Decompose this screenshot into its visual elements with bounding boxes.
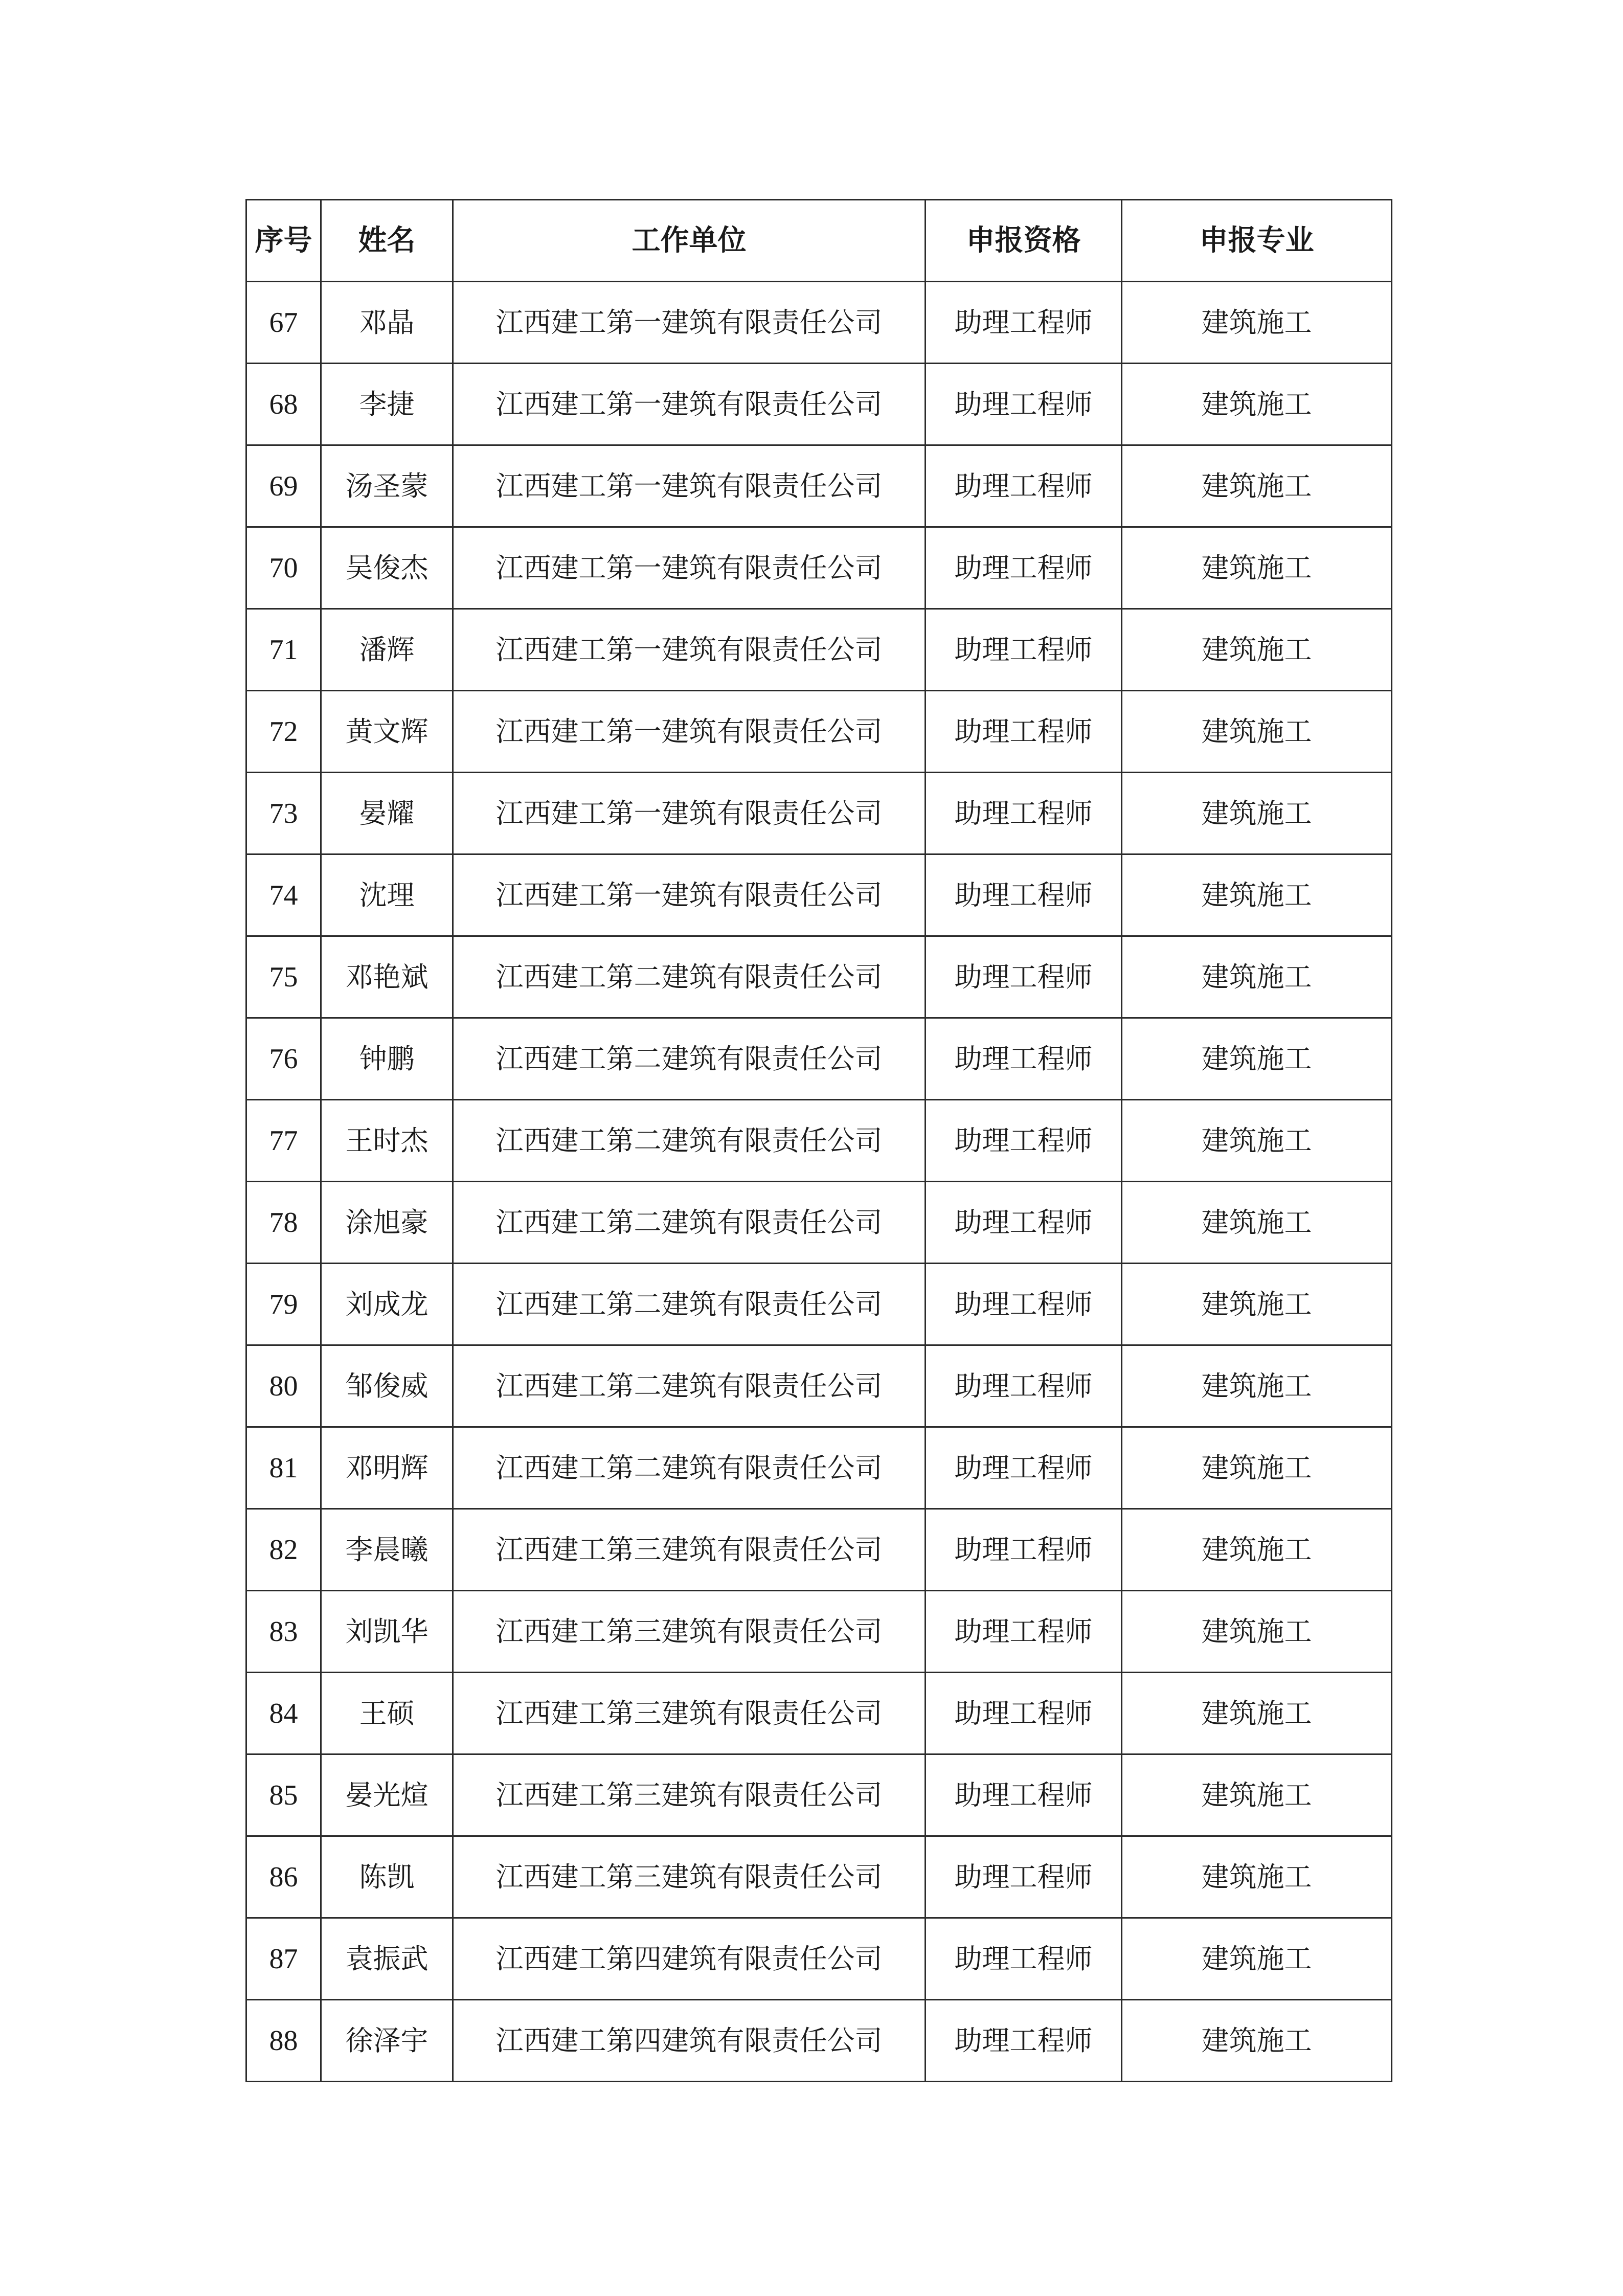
cell-no: 67 bbox=[246, 282, 321, 364]
cell-no: 70 bbox=[246, 527, 321, 609]
cell-name: 邓艳斌 bbox=[321, 936, 453, 1018]
table-row bbox=[246, 691, 1392, 773]
cell-major: 建筑施工 bbox=[1122, 1100, 1392, 1182]
cell-unit: 江西建工第三建筑有限责任公司 bbox=[453, 1591, 926, 1673]
cell-qualification: 助理工程师 bbox=[926, 1673, 1122, 1754]
cell-unit: 江西建工第一建筑有限责任公司 bbox=[453, 445, 926, 527]
cell-unit: 江西建工第一建筑有限责任公司 bbox=[453, 364, 926, 445]
table-row bbox=[246, 854, 1392, 936]
cell-name: 徐泽宇 bbox=[321, 2000, 453, 2082]
cell-unit: 江西建工第一建筑有限责任公司 bbox=[453, 609, 926, 691]
cell-no: 73 bbox=[246, 773, 321, 854]
cell-name: 邓明辉 bbox=[321, 1427, 453, 1509]
cell-qualification: 助理工程师 bbox=[926, 527, 1122, 609]
table-row bbox=[246, 1836, 1392, 1918]
cell-major: 建筑施工 bbox=[1122, 364, 1392, 445]
cell-major: 建筑施工 bbox=[1122, 2000, 1392, 2082]
cell-no: 87 bbox=[246, 1918, 321, 2000]
cell-major: 建筑施工 bbox=[1122, 854, 1392, 936]
cell-qualification: 助理工程师 bbox=[926, 1591, 1122, 1673]
cell-no: 88 bbox=[246, 2000, 321, 2082]
cell-qualification: 助理工程师 bbox=[926, 1836, 1122, 1918]
cell-major: 建筑施工 bbox=[1122, 1509, 1392, 1591]
cell-name: 刘成龙 bbox=[321, 1264, 453, 1345]
table-row bbox=[246, 1591, 1392, 1673]
table-row bbox=[246, 1673, 1392, 1754]
cell-unit: 江西建工第三建筑有限责任公司 bbox=[453, 1673, 926, 1754]
header-no: 序号 bbox=[246, 200, 321, 282]
cell-qualification: 助理工程师 bbox=[926, 364, 1122, 445]
cell-name: 李晨曦 bbox=[321, 1509, 453, 1591]
cell-name: 潘辉 bbox=[321, 609, 453, 691]
cell-unit: 江西建工第四建筑有限责任公司 bbox=[453, 1918, 926, 2000]
cell-qualification: 助理工程师 bbox=[926, 691, 1122, 773]
cell-unit: 江西建工第三建筑有限责任公司 bbox=[453, 1836, 926, 1918]
cell-major: 建筑施工 bbox=[1122, 609, 1392, 691]
cell-no: 77 bbox=[246, 1100, 321, 1182]
cell-qualification: 助理工程师 bbox=[926, 773, 1122, 854]
cell-no: 75 bbox=[246, 936, 321, 1018]
table-row bbox=[246, 1100, 1392, 1182]
cell-no: 76 bbox=[246, 1018, 321, 1100]
cell-name: 沈理 bbox=[321, 854, 453, 936]
cell-no: 69 bbox=[246, 445, 321, 527]
cell-qualification: 助理工程师 bbox=[926, 609, 1122, 691]
cell-qualification: 助理工程师 bbox=[926, 1345, 1122, 1427]
table-row bbox=[246, 445, 1392, 527]
cell-no: 80 bbox=[246, 1345, 321, 1427]
table-row bbox=[246, 282, 1392, 364]
cell-major: 建筑施工 bbox=[1122, 1918, 1392, 2000]
cell-unit: 江西建工第一建筑有限责任公司 bbox=[453, 854, 926, 936]
cell-qualification: 助理工程师 bbox=[926, 1427, 1122, 1509]
cell-qualification: 助理工程师 bbox=[926, 1182, 1122, 1264]
cell-no: 81 bbox=[246, 1427, 321, 1509]
cell-name: 袁振武 bbox=[321, 1918, 453, 2000]
table-row bbox=[246, 2000, 1392, 2082]
cell-unit: 江西建工第一建筑有限责任公司 bbox=[453, 527, 926, 609]
cell-unit: 江西建工第二建筑有限责任公司 bbox=[453, 1345, 926, 1427]
cell-qualification: 助理工程师 bbox=[926, 854, 1122, 936]
table-row bbox=[246, 1509, 1392, 1591]
cell-unit: 江西建工第三建筑有限责任公司 bbox=[453, 1509, 926, 1591]
cell-name: 晏光煊 bbox=[321, 1754, 453, 1836]
header-qualification: 申报资格 bbox=[926, 200, 1122, 282]
cell-name: 陈凯 bbox=[321, 1836, 453, 1918]
cell-no: 71 bbox=[246, 609, 321, 691]
cell-qualification: 助理工程师 bbox=[926, 1100, 1122, 1182]
cell-major: 建筑施工 bbox=[1122, 691, 1392, 773]
cell-no: 82 bbox=[246, 1509, 321, 1591]
cell-unit: 江西建工第二建筑有限责任公司 bbox=[453, 1264, 926, 1345]
cell-unit: 江西建工第一建筑有限责任公司 bbox=[453, 691, 926, 773]
cell-unit: 江西建工第二建筑有限责任公司 bbox=[453, 1100, 926, 1182]
cell-name: 邹俊威 bbox=[321, 1345, 453, 1427]
cell-name: 刘凯华 bbox=[321, 1591, 453, 1673]
cell-major: 建筑施工 bbox=[1122, 1182, 1392, 1264]
table-row bbox=[246, 936, 1392, 1018]
cell-qualification: 助理工程师 bbox=[926, 445, 1122, 527]
cell-unit: 江西建工第一建筑有限责任公司 bbox=[453, 773, 926, 854]
cell-name: 涂旭豪 bbox=[321, 1182, 453, 1264]
cell-name: 黄文辉 bbox=[321, 691, 453, 773]
header-name: 姓名 bbox=[321, 200, 453, 282]
applicant-table bbox=[245, 199, 1392, 2082]
cell-major: 建筑施工 bbox=[1122, 1427, 1392, 1509]
cell-no: 72 bbox=[246, 691, 321, 773]
table-row bbox=[246, 1345, 1392, 1427]
table-row bbox=[246, 527, 1392, 609]
cell-name: 邓晶 bbox=[321, 282, 453, 364]
applicant-table-container bbox=[245, 199, 1391, 2082]
cell-qualification: 助理工程师 bbox=[926, 1509, 1122, 1591]
cell-unit: 江西建工第二建筑有限责任公司 bbox=[453, 1427, 926, 1509]
cell-qualification: 助理工程师 bbox=[926, 936, 1122, 1018]
header-row bbox=[246, 200, 1392, 282]
cell-no: 85 bbox=[246, 1754, 321, 1836]
table-row bbox=[246, 1427, 1392, 1509]
cell-name: 晏耀 bbox=[321, 773, 453, 854]
cell-no: 68 bbox=[246, 364, 321, 445]
table-row bbox=[246, 773, 1392, 854]
cell-major: 建筑施工 bbox=[1122, 1591, 1392, 1673]
cell-no: 84 bbox=[246, 1673, 321, 1754]
table-header bbox=[246, 200, 1392, 282]
header-unit: 工作单位 bbox=[453, 200, 926, 282]
cell-name: 王时杰 bbox=[321, 1100, 453, 1182]
cell-name: 吴俊杰 bbox=[321, 527, 453, 609]
cell-major: 建筑施工 bbox=[1122, 1345, 1392, 1427]
cell-unit: 江西建工第二建筑有限责任公司 bbox=[453, 1182, 926, 1264]
cell-unit: 江西建工第一建筑有限责任公司 bbox=[453, 282, 926, 364]
cell-major: 建筑施工 bbox=[1122, 527, 1392, 609]
cell-major: 建筑施工 bbox=[1122, 1673, 1392, 1754]
cell-no: 79 bbox=[246, 1264, 321, 1345]
cell-major: 建筑施工 bbox=[1122, 1264, 1392, 1345]
table-row bbox=[246, 1264, 1392, 1345]
cell-unit: 江西建工第二建筑有限责任公司 bbox=[453, 1018, 926, 1100]
cell-qualification: 助理工程师 bbox=[926, 282, 1122, 364]
cell-major: 建筑施工 bbox=[1122, 445, 1392, 527]
cell-unit: 江西建工第四建筑有限责任公司 bbox=[453, 2000, 926, 2082]
cell-no: 74 bbox=[246, 854, 321, 936]
table-row bbox=[246, 609, 1392, 691]
cell-unit: 江西建工第三建筑有限责任公司 bbox=[453, 1754, 926, 1836]
cell-no: 78 bbox=[246, 1182, 321, 1264]
table-body bbox=[246, 282, 1392, 2082]
cell-major: 建筑施工 bbox=[1122, 936, 1392, 1018]
cell-no: 83 bbox=[246, 1591, 321, 1673]
cell-unit: 江西建工第二建筑有限责任公司 bbox=[453, 936, 926, 1018]
cell-name: 李捷 bbox=[321, 364, 453, 445]
table-row bbox=[246, 1754, 1392, 1836]
cell-qualification: 助理工程师 bbox=[926, 1754, 1122, 1836]
cell-major: 建筑施工 bbox=[1122, 1754, 1392, 1836]
table-row bbox=[246, 1918, 1392, 2000]
cell-major: 建筑施工 bbox=[1122, 1018, 1392, 1100]
cell-major: 建筑施工 bbox=[1122, 773, 1392, 854]
table-row bbox=[246, 364, 1392, 445]
cell-qualification: 助理工程师 bbox=[926, 1264, 1122, 1345]
cell-qualification: 助理工程师 bbox=[926, 1018, 1122, 1100]
cell-major: 建筑施工 bbox=[1122, 282, 1392, 364]
table-row bbox=[246, 1182, 1392, 1264]
table-row bbox=[246, 1018, 1392, 1100]
cell-name: 汤圣蒙 bbox=[321, 445, 453, 527]
cell-qualification: 助理工程师 bbox=[926, 2000, 1122, 2082]
cell-name: 钟鹏 bbox=[321, 1018, 453, 1100]
cell-name: 王硕 bbox=[321, 1673, 453, 1754]
cell-qualification: 助理工程师 bbox=[926, 1918, 1122, 2000]
cell-major: 建筑施工 bbox=[1122, 1836, 1392, 1918]
header-major: 申报专业 bbox=[1122, 200, 1392, 282]
cell-no: 86 bbox=[246, 1836, 321, 1918]
